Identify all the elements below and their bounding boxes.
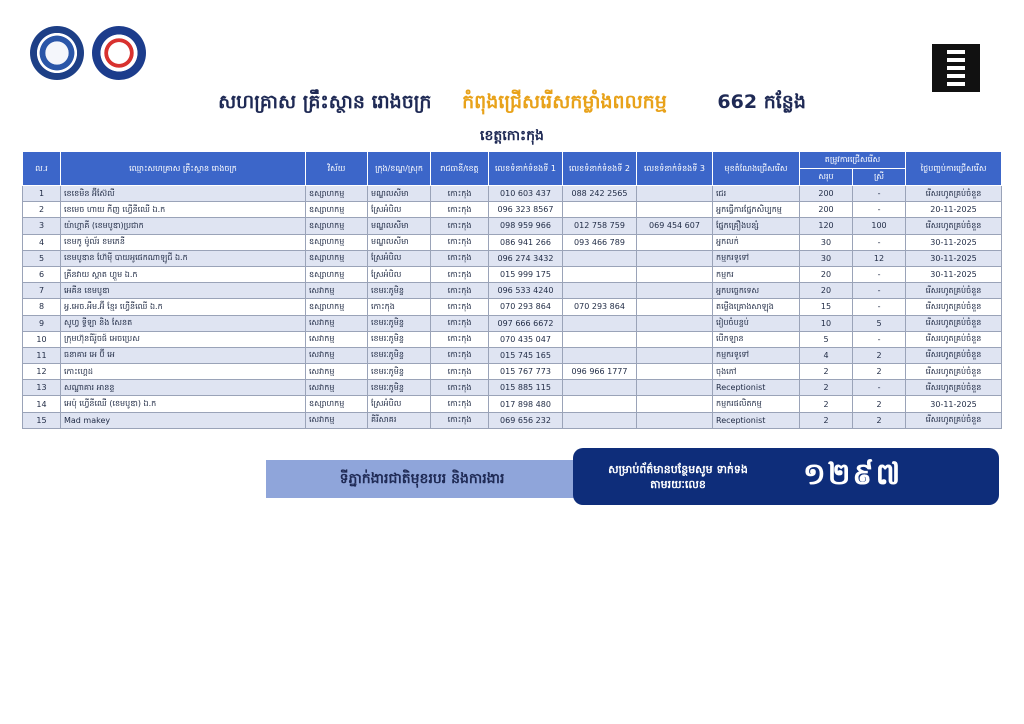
cell-province: កោះកុង (431, 202, 489, 218)
cell-phone3 (637, 186, 713, 202)
title-count: 662 កន្លែង (717, 91, 806, 113)
table-row (23, 218, 1002, 234)
cell-no: 9 (23, 315, 61, 331)
cell-female: - (853, 283, 906, 299)
cell-district: ស្រែអំបិល (368, 202, 431, 218)
title-enterprises: សហគ្រាស គ្រឹះស្ថាន រោងចក្រ (218, 91, 432, 113)
cell-position: តម្លើងគ្រោងសាឡុង (713, 299, 800, 315)
cell-total: 5 (800, 331, 853, 347)
cell-district: ខេមរៈភូមិន្ទ (368, 347, 431, 363)
cell-phone2 (563, 380, 637, 396)
cell-female: 2 (853, 364, 906, 380)
cell-deadline: រើសរហូតគ្រប់ចំនួន (906, 218, 1002, 234)
cell-position: Receptionist (713, 412, 800, 428)
cell-total: 20 (800, 266, 853, 282)
cell-phone2 (563, 396, 637, 412)
cell-province: កោះកុង (431, 250, 489, 266)
cell-province: កោះកុង (431, 380, 489, 396)
cell-phone1: 015 999 175 (489, 266, 563, 282)
cell-position: កម្មករទូទៅ (713, 347, 800, 363)
cell-district: កោះកុង (368, 299, 431, 315)
cell-deadline: 30-11-2025 (906, 266, 1002, 282)
cell-phone2: 070 293 864 (563, 299, 637, 315)
cell-deadline: 30-11-2025 (906, 234, 1002, 250)
cell-phone3 (637, 315, 713, 331)
col-header-name: ឈ្មោះសហគ្រាស គ្រឹះស្ថាន រោងចក្រ (61, 152, 306, 186)
cell-phone1: 096 274 3432 (489, 250, 563, 266)
cell-province: កោះកុង (431, 186, 489, 202)
cell-total: 200 (800, 202, 853, 218)
cell-province: កោះកុង (431, 347, 489, 363)
table-row (23, 266, 1002, 282)
cell-district: ស្រែអំបិល (368, 250, 431, 266)
cell-name: សូហ្វ ទ្វីឡា និង សែនត (61, 315, 306, 331)
col-header-sector: វិស័យ (306, 152, 368, 186)
cell-phone1: 097 666 6672 (489, 315, 563, 331)
hotline-box (573, 448, 999, 505)
cell-phone3 (637, 283, 713, 299)
cell-total: 120 (800, 218, 853, 234)
cell-position: ចុងភៅ (713, 364, 800, 380)
cell-name: កោះហ្គេដ (61, 364, 306, 380)
cell-deadline: រើសរហូតគ្រប់ចំនួន (906, 299, 1002, 315)
col-header-phone1: លេខទំនាក់ទំនងទី 1 (489, 152, 563, 186)
col-header-no: ល.រ (23, 152, 61, 186)
cell-no: 13 (23, 380, 61, 396)
cell-district: ខេមរៈភូមិន្ទ (368, 315, 431, 331)
cell-no: 4 (23, 234, 61, 250)
cell-district: មណ្ឌលសីមា (368, 234, 431, 250)
cell-district: ខេមរៈភូមិន្ទ (368, 331, 431, 347)
cell-female: - (853, 331, 906, 347)
cell-phone1: 015 885 115 (489, 380, 563, 396)
cell-sector: ឧស្សាហកម្ម (306, 202, 368, 218)
cell-district: ខេមរៈភូមិន្ទ (368, 283, 431, 299)
cell-district: ខេមរៈភូមិន្ទ (368, 380, 431, 396)
cell-female: - (853, 234, 906, 250)
cell-sector: ឧស្សាហកម្ម (306, 234, 368, 250)
cell-phone1: 015 767 773 (489, 364, 563, 380)
table-row (23, 250, 1002, 266)
cell-deadline: រើសរហូតគ្រប់ចំនួន (906, 380, 1002, 396)
cell-phone2 (563, 331, 637, 347)
cell-phone2 (563, 250, 637, 266)
cell-deadline: រើសរហូតគ្រប់ចំនួន (906, 315, 1002, 331)
cell-no: 7 (23, 283, 61, 299)
cell-phone1: 069 656 232 (489, 412, 563, 428)
cell-sector: ឧស្សាហកម្ម (306, 218, 368, 234)
cell-phone2: 088 242 2565 (563, 186, 637, 202)
cell-province: កោះកុង (431, 412, 489, 428)
cell-position: រៀបចំបន្ទប់ (713, 315, 800, 331)
cell-total: 10 (800, 315, 853, 331)
cell-name: ក្រុមហ៊ុនធីរ៉ូចផ៍ អេចប្រេស (61, 331, 306, 347)
cell-position: អ្នកបច្ចេកទេស (713, 283, 800, 299)
cell-phone1: 096 533 4240 (489, 283, 563, 299)
table-row (23, 331, 1002, 347)
cell-phone1: 015 745 165 (489, 347, 563, 363)
cell-no: 11 (23, 347, 61, 363)
cell-no: 14 (23, 396, 61, 412)
cell-phone3 (637, 234, 713, 250)
cell-total: 20 (800, 283, 853, 299)
cell-name: អ្វ.អេច.អឹម.អ៊ី ខ្មែរ ហ្វើនីឈើ ឯ.ក (61, 299, 306, 315)
cell-no: 2 (23, 202, 61, 218)
cell-province: កោះកុង (431, 396, 489, 412)
cell-female: - (853, 202, 906, 218)
agency-banner: ទីភ្នាក់ងារជាតិមុខរបរ និងការងារ (266, 460, 578, 498)
agency-logo (92, 26, 146, 80)
cell-province: កោះកុង (431, 266, 489, 282)
cell-name: គ្រីនវាយ ស្តាត ហ្គួម ឯ.ក (61, 266, 306, 282)
cell-no: 1 (23, 186, 61, 202)
cell-sector: ឧស្សាហកម្ម (306, 186, 368, 202)
col-header-district: ក្រុង/ខណ្ឌ/ស្រុក (368, 152, 431, 186)
title-recruiting: កំពុងជ្រើសរើសកម្លាំងពលកម្ម (462, 91, 667, 113)
cell-phone3 (637, 364, 713, 380)
cell-sector: ឧស្សាហកម្ម (306, 250, 368, 266)
cell-phone2 (563, 315, 637, 331)
table-row (23, 283, 1002, 299)
cell-sector: ឧស្សាហកម្ម (306, 396, 368, 412)
cell-phone3 (637, 412, 713, 428)
cell-phone2: 093 466 789 (563, 234, 637, 250)
cell-female: - (853, 299, 906, 315)
cell-position: អ្នកលក់ (713, 234, 800, 250)
cell-total: 15 (800, 299, 853, 315)
cell-district: មណ្ឌលសីមា (368, 218, 431, 234)
cell-total: 30 (800, 234, 853, 250)
hotline-label: សម្រាប់ព័ត៌មានបន្ថែមសូម ទាក់ទងតាមរយៈលេខ (608, 462, 748, 491)
col-header-phone2: លេខទំនាក់ទំនងទី 2 (563, 152, 637, 186)
cell-total: 2 (800, 380, 853, 396)
cell-name: សណ្ឋាគារ អានន្ទ (61, 380, 306, 396)
cell-female: 5 (853, 315, 906, 331)
cell-phone2 (563, 347, 637, 363)
cell-sector: សេវាកម្ម (306, 364, 368, 380)
cell-total: 2 (800, 364, 853, 380)
cell-phone3 (637, 266, 713, 282)
cell-province: កោះកុង (431, 283, 489, 299)
cell-no: 5 (23, 250, 61, 266)
cell-phone3 (637, 396, 713, 412)
cell-female: 12 (853, 250, 906, 266)
cell-sector: សេវាកម្ម (306, 283, 368, 299)
seal-logo (30, 26, 84, 80)
col-header-deadline: ថ្ងៃបញ្ចប់ការជ្រើសរើស (906, 152, 1002, 186)
col-header-female: ស្រី (853, 169, 906, 186)
cell-phone3 (637, 250, 713, 266)
cell-province: កោះកុង (431, 331, 489, 347)
cell-position: កម្មករ (713, 266, 800, 282)
cell-phone1: 010 603 437 (489, 186, 563, 202)
cell-name: ខេមបូឌាន ហ៊ែមុី បាយអូផេកណាឡូជី ឯ.ក (61, 250, 306, 266)
col-header-position: មុខតំណែងជ្រើសរើស (713, 152, 800, 186)
cell-district: មណ្ឌលសីមា (368, 186, 431, 202)
table-row (23, 412, 1002, 428)
cell-phone1: 070 435 047 (489, 331, 563, 347)
page-title (0, 90, 1024, 118)
cell-name: ខេមេច ហាយ ភីញ ហ្វើនីឈើ ឯ.ក (61, 202, 306, 218)
province-title: ខេត្តកោះកុង (480, 128, 544, 144)
cell-total: 30 (800, 250, 853, 266)
cell-phone2: 096 966 1777 (563, 364, 637, 380)
cell-position: បើកឡាន (713, 331, 800, 347)
cell-total: 4 (800, 347, 853, 363)
col-header-total: សរុប (800, 169, 853, 186)
cell-sector: សេវាកម្ម (306, 347, 368, 363)
cell-female: - (853, 380, 906, 396)
cell-deadline: 30-11-2025 (906, 396, 1002, 412)
cell-no: 10 (23, 331, 61, 347)
cell-female: - (853, 186, 906, 202)
cell-phone2 (563, 266, 637, 282)
cell-name: អេប៉ុ ហ្វើនីឈើ (ខេមបូឌា) ឯ.ក (61, 396, 306, 412)
cell-phone2: 012 758 759 (563, 218, 637, 234)
cell-deadline: រើសរហូតគ្រប់ចំនួន (906, 412, 1002, 428)
cell-sector: ឧស្សាហកម្ម (306, 266, 368, 282)
cell-sector: សេវាកម្ម (306, 315, 368, 331)
cell-position: កម្មករទូទៅ (713, 250, 800, 266)
cell-phone1: 098 959 966 (489, 218, 563, 234)
cell-phone2 (563, 412, 637, 428)
cell-no: 3 (23, 218, 61, 234)
cell-total: 2 (800, 396, 853, 412)
cell-sector: សេវាកម្ម (306, 412, 368, 428)
cell-phone1: 086 941 266 (489, 234, 563, 250)
cell-deadline: រើសរហូតគ្រប់ចំនួន (906, 331, 1002, 347)
table-row (23, 364, 1002, 380)
table-row (23, 186, 1002, 202)
cell-deadline: រើសរហូតគ្រប់ចំនួន (906, 347, 1002, 363)
cell-name: អេគីន ខេមបូឌា (61, 283, 306, 299)
table-row (23, 347, 1002, 363)
cell-sector: សេវាកម្ម (306, 331, 368, 347)
cell-total: 2 (800, 412, 853, 428)
hotline-number: ១២៩៧ (803, 456, 903, 492)
cell-female: 2 (853, 412, 906, 428)
cell-deadline: 20-11-2025 (906, 202, 1002, 218)
cell-female: 2 (853, 347, 906, 363)
cell-district: គិរីសាគរ (368, 412, 431, 428)
cell-name: ខេមកូ ម៉ូល័រ ខមភេនី (61, 234, 306, 250)
cell-sector: សេវាកម្ម (306, 380, 368, 396)
cell-district: ស្រែអំបិល (368, 396, 431, 412)
col-header-phone3: លេខទំនាក់ទំនងទី 3 (637, 152, 713, 186)
cell-phone2 (563, 283, 637, 299)
cell-name: យ៉ាហ្គាគី (ខេមបូឌា)ប្រជាក (61, 218, 306, 234)
table-row (23, 299, 1002, 315)
cell-phone3 (637, 347, 713, 363)
table-row (23, 380, 1002, 396)
cell-phone3 (637, 299, 713, 315)
cell-female: 100 (853, 218, 906, 234)
cell-province: កោះកុង (431, 299, 489, 315)
cell-name: ធនាគារ អេ ប៊ី អេ (61, 347, 306, 363)
cell-phone1: 070 293 864 (489, 299, 563, 315)
cell-phone3 (637, 331, 713, 347)
cell-position: អ្នកធ្វើការផ្នែកសិប្បកម្ម (713, 202, 800, 218)
cell-no: 8 (23, 299, 61, 315)
cell-district: ស្រែអំបិល (368, 266, 431, 282)
cell-name: Mad makey (61, 412, 306, 428)
table-row (23, 202, 1002, 218)
cell-sector: ឧស្សាហកម្ម (306, 299, 368, 315)
qr-code-icon (932, 44, 980, 92)
cell-position: កម្មករផលិតកម្ម (713, 396, 800, 412)
cell-deadline: រើសរហូតគ្រប់ចំនួន (906, 283, 1002, 299)
cell-deadline: រើសរហូតគ្រប់ចំនួន (906, 364, 1002, 380)
cell-phone3 (637, 202, 713, 218)
table-row (23, 315, 1002, 331)
cell-female: - (853, 266, 906, 282)
cell-position: ជេរ (713, 186, 800, 202)
cell-position: Receptionist (713, 380, 800, 396)
cell-deadline: រើសរហូតគ្រប់ចំនួន (906, 186, 1002, 202)
cell-district: ខេមរៈភូមិន្ទ (368, 364, 431, 380)
jobs-table (22, 151, 1002, 429)
col-header-demand: តម្រូវការជ្រើសរើស (800, 152, 906, 169)
table-row (23, 396, 1002, 412)
cell-phone3: 069 454 607 (637, 218, 713, 234)
cell-no: 15 (23, 412, 61, 428)
cell-position: ផ្នែកគ្រឿងបន្សំ (713, 218, 800, 234)
cell-province: កោះកុង (431, 234, 489, 250)
cell-province: កោះកុង (431, 315, 489, 331)
table-row (23, 234, 1002, 250)
cell-name: ខេខេមិន អ៊ីស៊ែលី (61, 186, 306, 202)
cell-phone3 (637, 380, 713, 396)
col-header-province: រាជធានី/ខេត្ត (431, 152, 489, 186)
cell-no: 12 (23, 364, 61, 380)
cell-phone2 (563, 202, 637, 218)
cell-no: 6 (23, 266, 61, 282)
cell-deadline: 30-11-2025 (906, 250, 1002, 266)
cell-female: 2 (853, 396, 906, 412)
cell-phone1: 017 898 480 (489, 396, 563, 412)
cell-province: កោះកុង (431, 364, 489, 380)
cell-total: 200 (800, 186, 853, 202)
cell-province: កោះកុង (431, 218, 489, 234)
cell-phone1: 096 323 8567 (489, 202, 563, 218)
